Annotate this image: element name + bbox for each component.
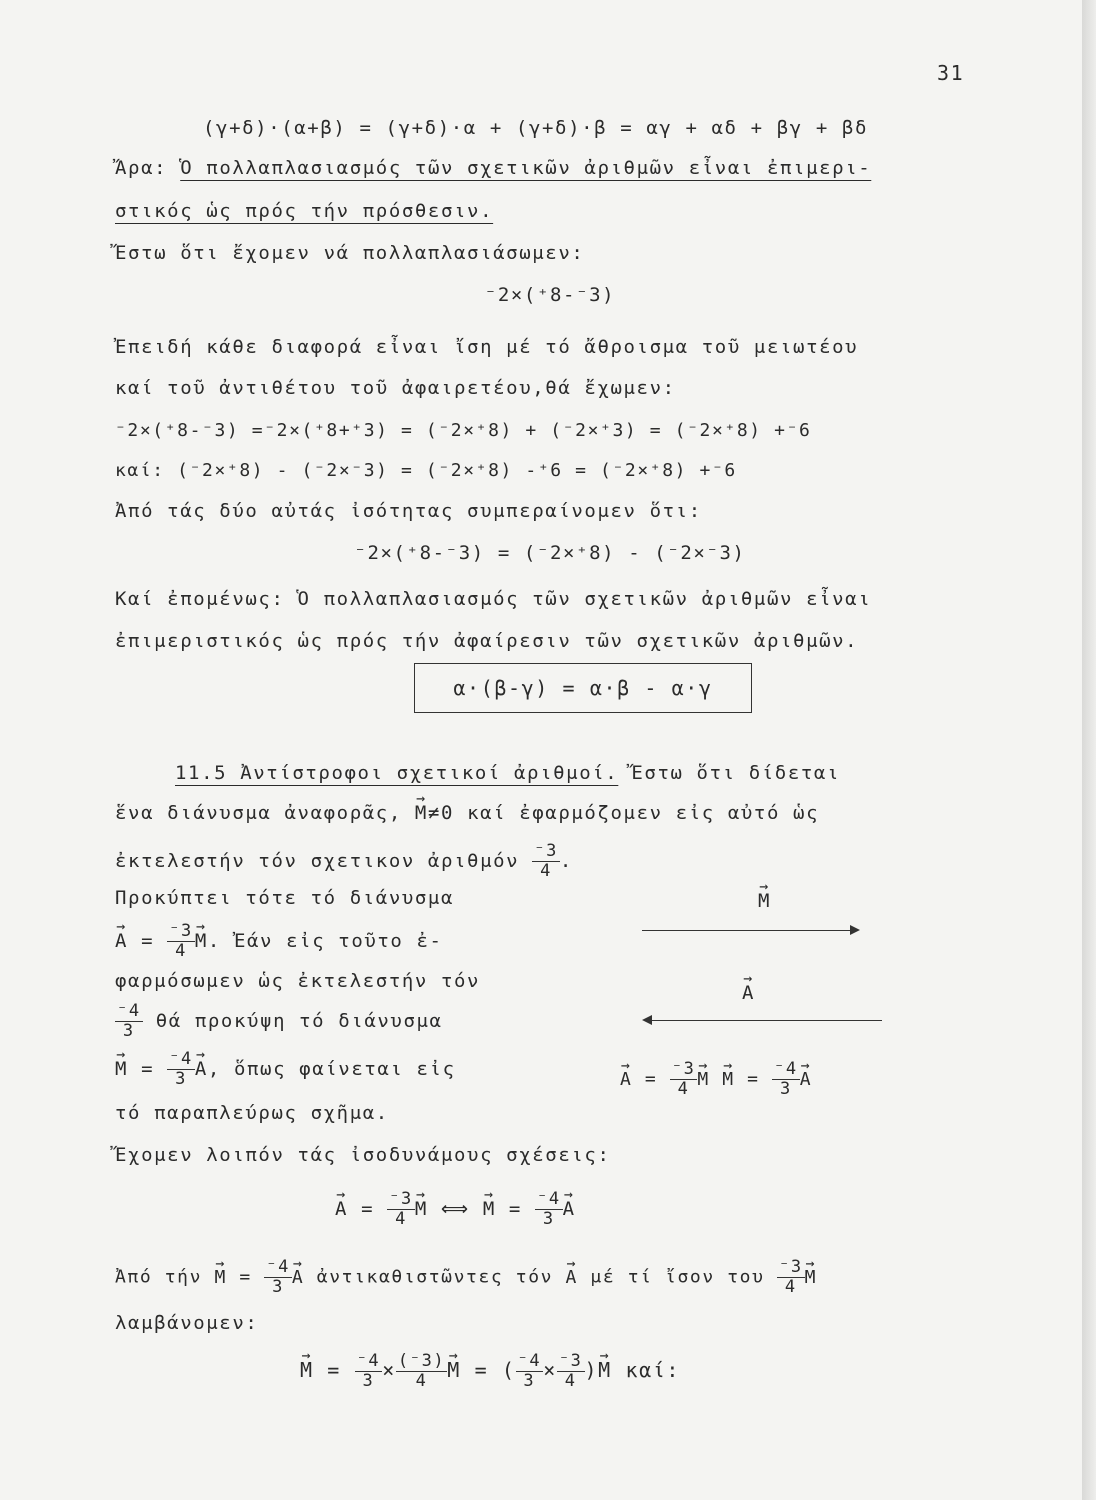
equation-1: ⁻2×(⁺8-⁻3) =⁻2×(⁺8+⁺3) = (⁻2×⁺8) + (⁻2×⁺3) = (⁻2×⁺8) +⁻6 — [115, 420, 812, 441]
line-ektelestin — [115, 842, 573, 881]
vector-A: → A — [115, 928, 128, 954]
vector-A: → A — [195, 1056, 208, 1082]
ara-statement: Ὁ πολλαπλασιασμός τῶν σχετικῶν ἀριθμῶν εἶναι ἐπιμερι- — [180, 157, 872, 179]
final-equation: → M = $\frac{^-4}{3}$ × $\frac{(^-3)}{4}$ → M = ( $\frac{^-4}{3}$ × $\frac{^-3}{4}$ )→ M καί: — [300, 1352, 680, 1391]
equivalence: → A = $\frac{^-3}{4}$ → M ⟺ → M = $\frac{^-4}{3}$ → A — [335, 1190, 576, 1229]
vector-M: → M — [195, 928, 208, 954]
figure-vector-M-line — [642, 930, 852, 931]
line-apo-tas: Ἀπό τάς δύο αὐτάς ἰσότητας συμπεραίνομεν ὅτι: — [115, 500, 702, 522]
dianysma-text-2: ≠0 καί ἐφαρμόζομεν εἰς αὐτό ὡς — [427, 802, 820, 824]
line-statement-cont: στικός ὡς πρός τήν πρόσθεσιν. — [115, 200, 494, 222]
line-lamvanomen: λαμβάνομεν: — [115, 1312, 259, 1334]
equation-2: καί: (⁻2×⁺8) - (⁻2×⁻3) = (⁻2×⁺8) -⁺6 = (⁻2×⁺8) +⁻6 — [115, 460, 737, 481]
figure-arrowhead-left — [642, 1015, 652, 1025]
line-epeidi: Ἐπειδή κάθε διαφορά εἶναι ἴση μέ τό ἄθροισμα τοῦ μειωτέου — [115, 336, 859, 358]
vector-M: → M — [115, 1056, 128, 1082]
line-distributive-expansion: (γ+δ)·(α+β) = (γ+δ)·α + (γ+δ)·β = αγ + αδ + βγ + βδ — [203, 117, 868, 139]
figure-arrowhead-right — [850, 925, 860, 935]
line-estw: Ἔστω ὅτι ἔχομεν νά πολλαπλασιάσωμεν: — [115, 242, 585, 264]
figure-caption: → A = $\frac{^-3}{4}$ → M → M = $\frac{^-4}{3}$ → A — [620, 1060, 812, 1099]
line-ara — [115, 155, 871, 181]
fraction-minus4-3: $\frac{^-4}{3}$ — [117, 1001, 141, 1041]
section-11-5 — [175, 760, 840, 786]
section-heading-rest: Ἔστω ὅτι δίδεται — [618, 762, 840, 784]
line-prokyptei: Προκύπτει τότε τό διάνυσμα — [115, 887, 455, 909]
figure-label-M: → M — [758, 888, 771, 914]
figure-vector-A-line — [652, 1020, 882, 1021]
line-tha-prokypsi — [115, 1002, 443, 1041]
expr-product: ⁻2×(⁺8-⁻3) — [484, 284, 616, 306]
ara-label: Ἄρα: — [115, 157, 181, 179]
line-apo-tin: Ἀπό τήν → M = $\frac{^-4}{3}$ → A ἀντικαθιστῶντες τόν → A μέ τί ἴσον του $\frac{^-3}{4}$ → M — [115, 1258, 817, 1297]
line-A-equals: → A = $\frac{^-3}{4}$ → M. Ἐάν εἰς τοῦτο ἐ- — [115, 922, 443, 961]
line-M-equals: → M = $\frac{^-4}{3}$ → A, ὅπως φαίνεται εἰς — [115, 1050, 456, 1089]
period: . — [559, 850, 573, 872]
fraction-minus3-4: $\frac{^-3}{4}$ — [534, 841, 558, 881]
line-kai-antithetou: καί τοῦ ἀντιθέτου τοῦ ἀφαιρετέου,θά ἔχωμεν: — [115, 377, 676, 399]
boxed-formula — [414, 663, 752, 713]
page-number: 31 — [937, 61, 965, 85]
page-edge-shadow — [1082, 0, 1096, 1500]
fraction: $\frac{^-3}{4}$ — [169, 921, 193, 961]
line-epimeristikos: ἐπιμεριστικός ὡς πρός τήν ἀφαίρεσιν τῶν σχετικῶν ἀριθμῶν. — [115, 630, 859, 652]
line-paraplevros: τό παραπλεύρως σχῆμα. — [115, 1102, 389, 1124]
equation-conclusion: ⁻2×(⁺8-⁻3) = (⁻2×⁺8) - (⁻2×⁻3) — [354, 542, 746, 564]
line-kai-epomenos: Καί ἐπομένως: Ὁ πολλαπλασιασμός τῶν σχετικῶν ἀριθμῶν εἶναι — [115, 588, 872, 610]
boxed-formula-text: α·(β-γ) = α·β - α·γ — [453, 676, 713, 700]
figure-label-A: → A — [742, 980, 755, 1006]
vector-M: → M — [415, 800, 428, 826]
fraction: $\frac{^-4}{3}$ — [169, 1049, 193, 1089]
ean-text: . Ἐάν εἰς τοῦτο ἐ- — [207, 930, 443, 952]
line-ekhomen: Ἔχομεν λοιπόν τάς ἰσοδυνάμους σχέσεις: — [115, 1144, 611, 1166]
section-heading: 11.5 Ἀντίστροφοι σχετικοί ἀριθμοί. — [175, 762, 619, 784]
line-dianysma — [115, 800, 819, 826]
ektelestin-text: ἐκτελεστήν τόν σχετικον ἀριθμόν — [115, 850, 533, 872]
opos-text: , ὅπως φαίνεται εἰς — [207, 1058, 456, 1080]
tha-text: θά προκύψη τό διάνυσμα — [155, 1010, 443, 1032]
line-farmosomen: φαρμόσωμεν ὡς ἐκτελεστήν τόν — [115, 970, 481, 992]
dianysma-text: ἕνα διάνυσμα ἀναφορᾶς, — [115, 802, 415, 824]
